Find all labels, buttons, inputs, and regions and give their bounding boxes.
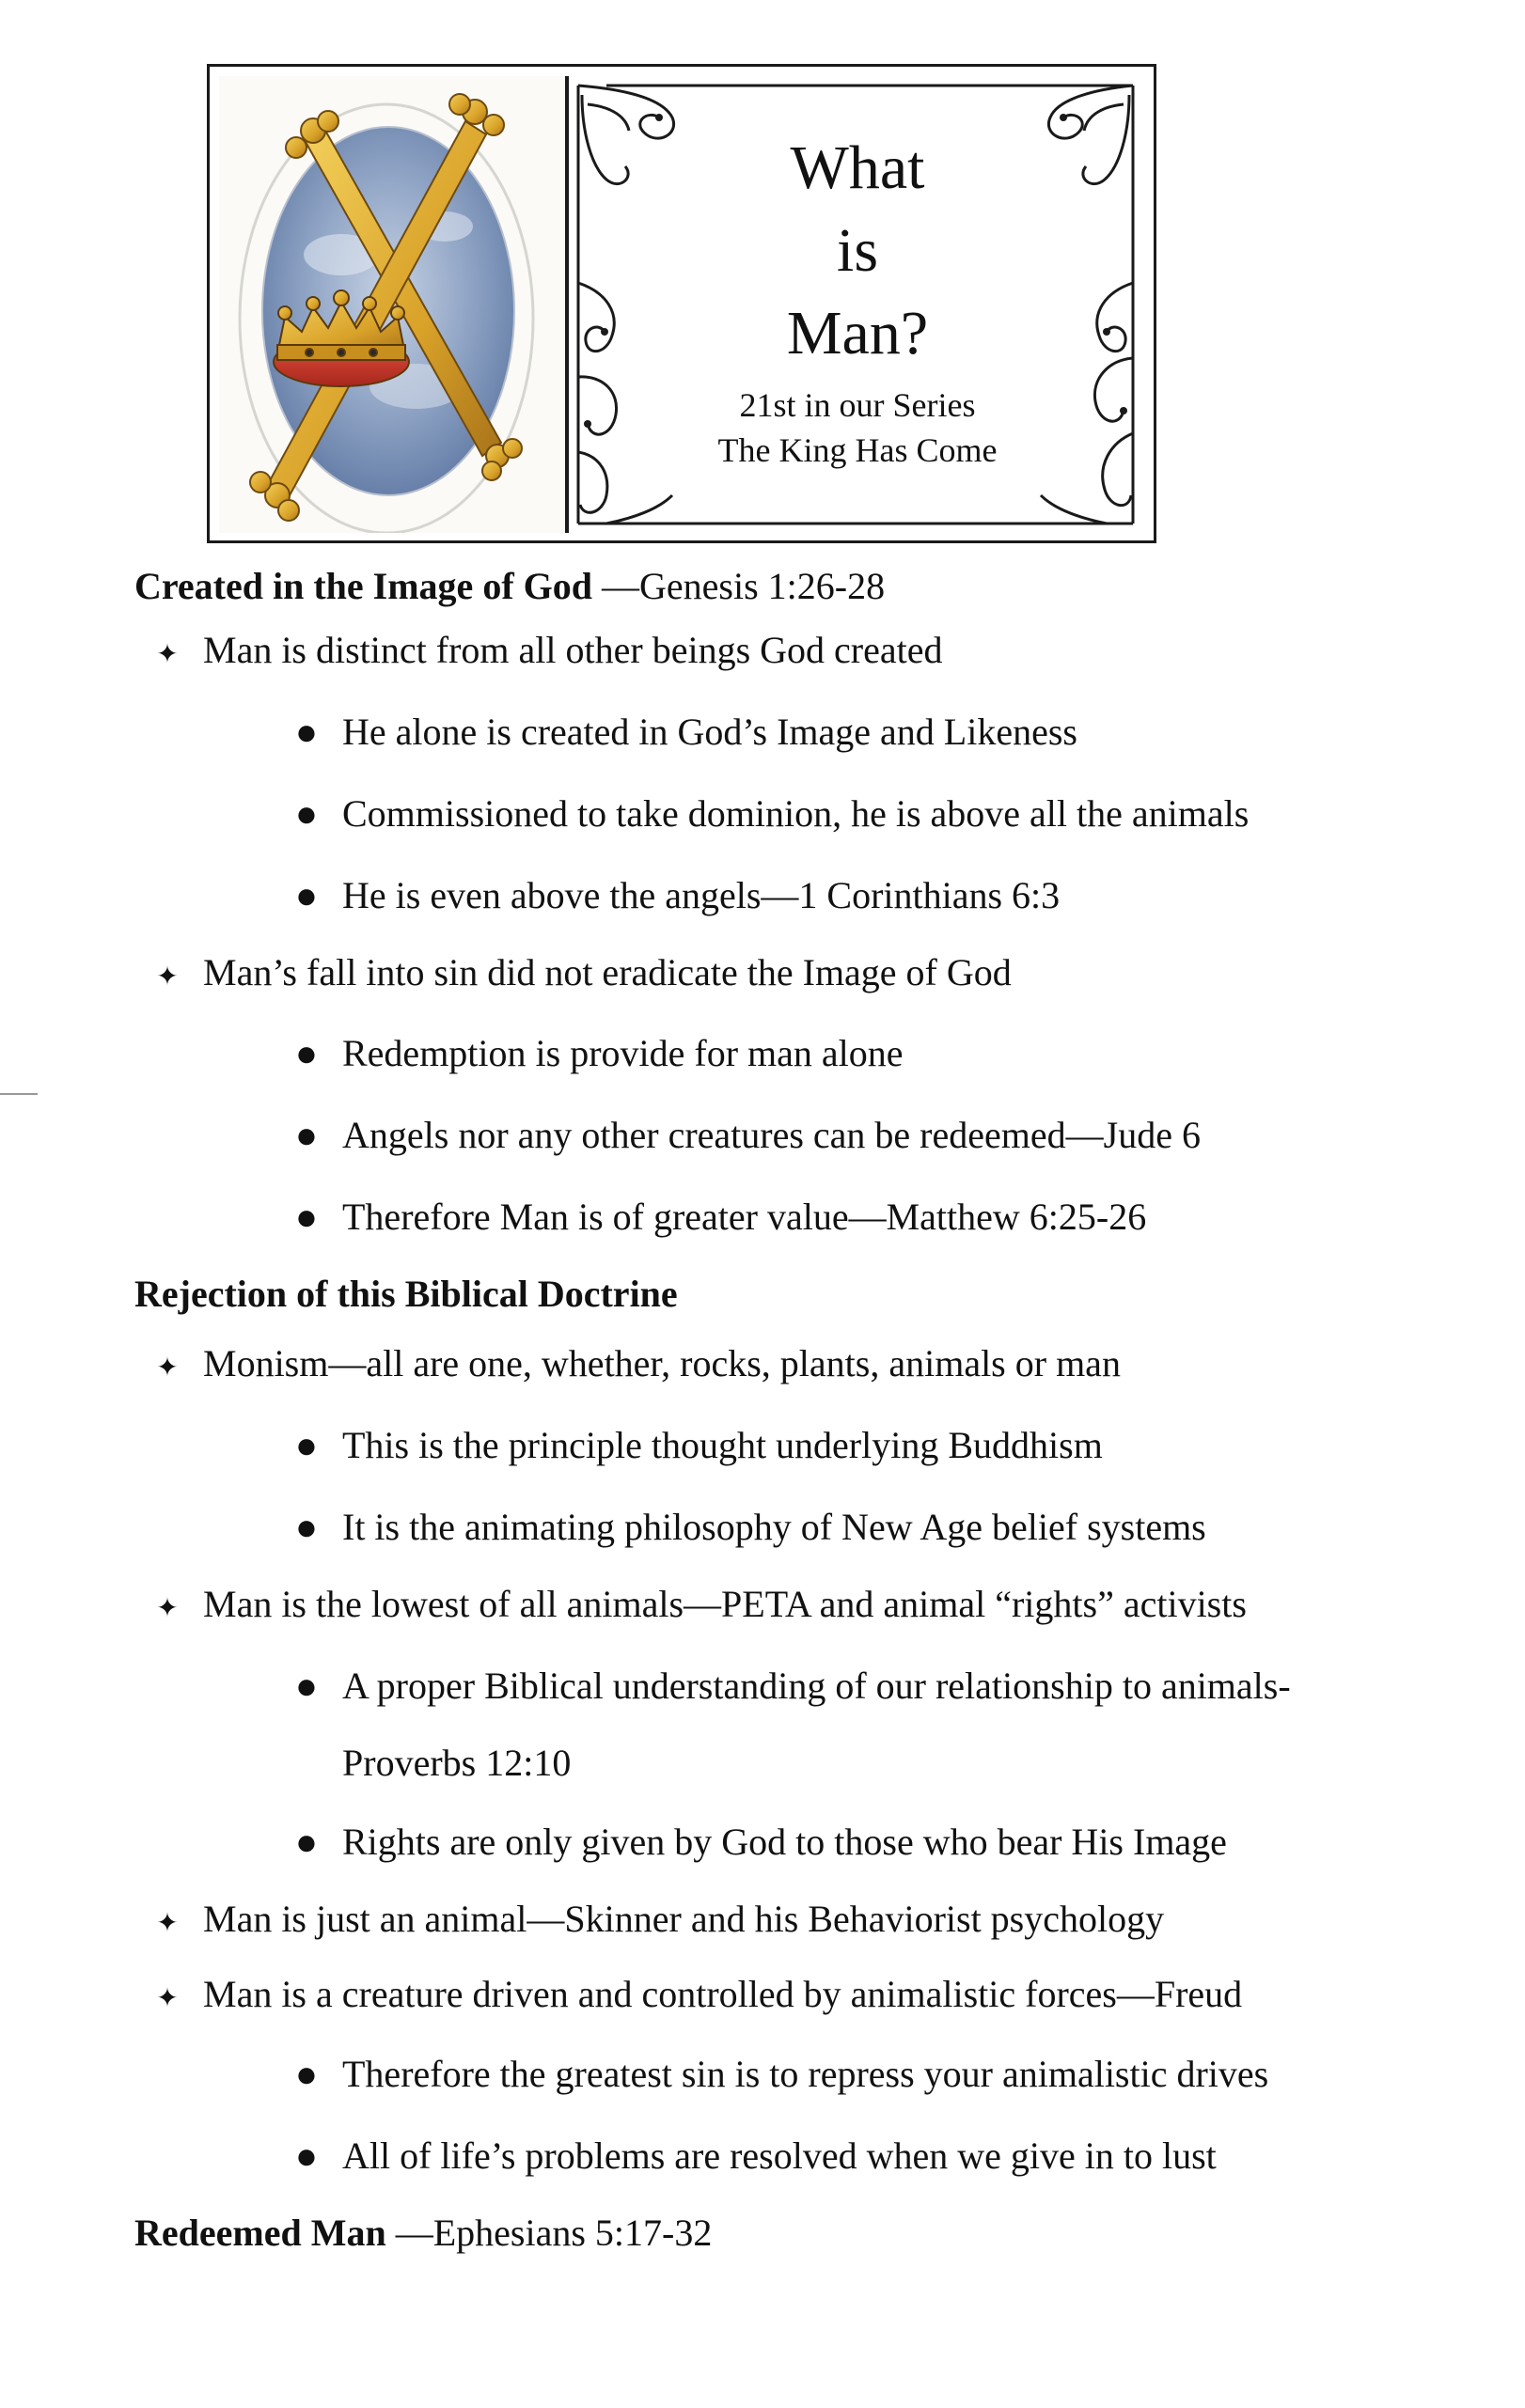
subpoint-text: It is the animating philosophy of New Age belief systems	[342, 1506, 1206, 1548]
title-panel	[569, 76, 1146, 533]
outline-subpoint	[271, 2134, 1217, 2178]
dot-bullet-icon: ●	[294, 1114, 319, 1156]
star-bullet-icon: ✦	[156, 1353, 179, 1383]
heading-title: Rejection of this Biblical Doctrine	[134, 1273, 678, 1315]
point-text: Man is distinct from all other beings God created	[203, 629, 943, 671]
outline-point	[132, 1972, 1242, 2016]
subtitle-line-2: The King Has Come	[717, 431, 998, 469]
heading-reference: —Ephesians 5:17-32	[385, 2212, 713, 2254]
outline-subpoint	[271, 1820, 1227, 1864]
dot-bullet-icon: ●	[294, 1424, 319, 1466]
outline-subpoint	[271, 1423, 1103, 1467]
outline-point	[132, 950, 1012, 994]
subpoint-text: Proverbs 12:10	[342, 1742, 572, 1784]
star-bullet-icon: ✦	[156, 1984, 179, 2013]
outline-subpoint	[271, 791, 1249, 836]
outline-subpoint	[271, 1195, 1146, 1239]
subpoint-text: Rights are only given by God to those who bear His Image	[342, 1821, 1227, 1863]
subpoint-text: Redemption is provide for man alone	[342, 1032, 904, 1074]
outline-subpoint	[271, 2052, 1268, 2096]
subtitle-line-1: 21st in our Series	[739, 386, 976, 424]
subpoint-text: Therefore Man is of greater value—Matthew 6:25-26	[342, 1196, 1147, 1238]
subpoint-text: Commissioned to take dominion, he is above all the animals	[342, 792, 1250, 835]
outline-point	[132, 1582, 1247, 1626]
point-text: Man is a creature driven and controlled by animalistic forces—Freud	[203, 1973, 1243, 2015]
star-bullet-icon: ✦	[156, 962, 179, 992]
dot-bullet-icon: ●	[294, 792, 319, 835]
dot-bullet-icon: ●	[294, 711, 319, 753]
title-line-2: is	[836, 216, 879, 285]
scan-mark	[0, 1093, 38, 1095]
point-text: Monism—all are one, whether, rocks, plants, animals or man	[203, 1342, 1121, 1384]
dot-bullet-icon: ●	[294, 1032, 319, 1074]
outline-point	[132, 1341, 1121, 1385]
outline-subpoint	[271, 710, 1077, 754]
point-text: Man is the lowest of all animals—PETA and animal “rights” activists	[203, 1583, 1247, 1625]
dot-bullet-icon: ●	[294, 1506, 319, 1548]
title-line-3: Man?	[786, 299, 929, 367]
section-heading	[134, 1272, 678, 1316]
dot-bullet-icon: ●	[294, 1196, 319, 1238]
subpoint-text: He is even above the angels—1 Corinthians 6:3	[342, 874, 1061, 916]
outline-subpoint	[271, 1031, 904, 1075]
outline-subpoint-continuation	[271, 1741, 571, 1785]
subpoint-text: He alone is created in God’s Image and Likeness	[342, 711, 1077, 753]
star-bullet-icon: ✦	[156, 640, 179, 669]
outline-point	[132, 628, 942, 672]
star-bullet-icon: ✦	[156, 1909, 179, 1938]
outline-subpoint	[271, 1113, 1201, 1157]
heading-title: Created in the Image of God	[134, 565, 592, 607]
outline-subpoint	[271, 1664, 1291, 1708]
subpoint-text: Angels nor any other creatures can be redeemed—Jude 6	[342, 1114, 1201, 1156]
title-line-1: What	[790, 133, 925, 202]
subpoint-text: A proper Biblical understanding of our relationship to animals-	[342, 1665, 1291, 1707]
point-text: Man’s fall into sin did not eradicate the Image of God	[203, 951, 1012, 993]
dot-bullet-icon: ●	[294, 1665, 319, 1707]
point-text: Man is just an animal—Skinner and his Behaviorist psychology	[203, 1898, 1165, 1940]
section-heading	[134, 2211, 712, 2255]
dot-bullet-icon: ●	[294, 2053, 319, 2095]
outline-subpoint	[271, 873, 1060, 917]
subpoint-text: Therefore the greatest sin is to repress your animalistic drives	[342, 2053, 1269, 2095]
title-banner	[207, 64, 1156, 543]
dot-bullet-icon: ●	[294, 874, 319, 916]
emblem-panel	[219, 76, 569, 533]
subpoint-text: This is the principle thought underlying Buddhism	[342, 1424, 1103, 1466]
star-bullet-icon: ✦	[156, 1594, 179, 1623]
outline-point	[132, 1897, 1164, 1941]
subpoint-text: All of life’s problems are resolved when we give in to lust	[342, 2134, 1217, 2177]
heading-title: Redeemed Man	[134, 2212, 386, 2254]
dot-bullet-icon: ●	[294, 1821, 319, 1863]
heading-reference: —Genesis 1:26-28	[592, 565, 886, 607]
section-heading	[134, 564, 885, 608]
dot-bullet-icon: ●	[294, 2134, 319, 2177]
outline-subpoint	[271, 1505, 1206, 1549]
cross-and-crown-icon	[219, 76, 565, 533]
